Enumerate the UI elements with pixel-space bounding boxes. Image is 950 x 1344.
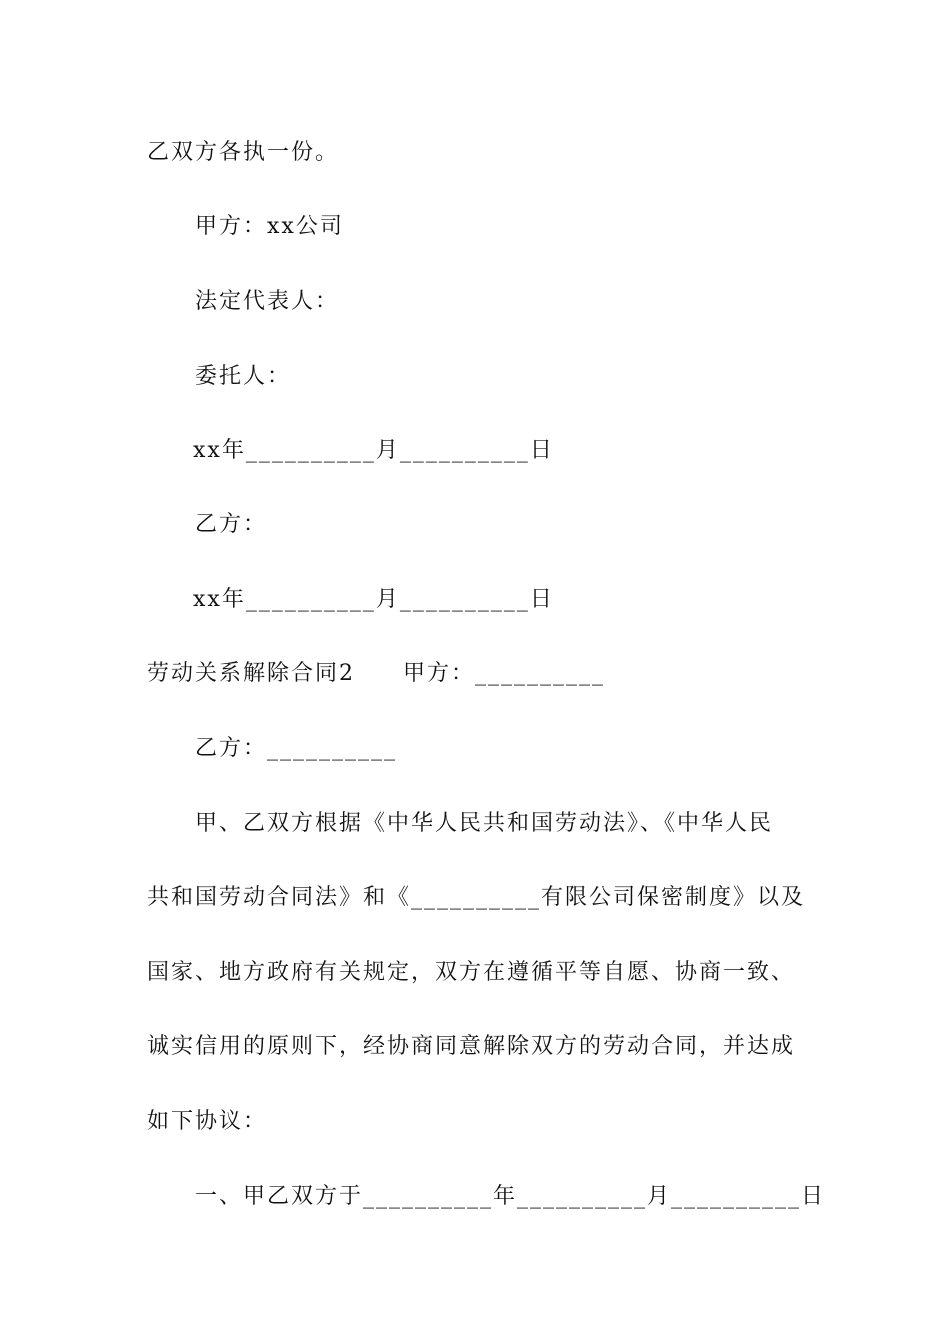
body-paragraph-line-5: 如下协议：: [147, 1109, 268, 1134]
clause-one-line: 一、甲乙双方于__________年__________月__________日: [195, 1184, 826, 1209]
paragraph-copies-note: 乙双方各执一份。: [147, 140, 340, 165]
body-paragraph-line-2: 共和国劳动合同法》和《__________有限公司保密制度》以及: [147, 885, 806, 910]
party-b-date-line: xx年__________月__________日: [193, 587, 554, 612]
legal-representative-label: 法定代表人：: [195, 289, 340, 314]
party-a-company: 甲方：xx公司: [195, 214, 344, 239]
party-b-label: 乙方：: [195, 512, 268, 537]
party-a-date-line: xx年__________月__________日: [193, 438, 554, 463]
body-paragraph-line-4: 诚实信用的原则下，经协商同意解除双方的劳动合同，并达成: [147, 1034, 796, 1059]
contract-2-party-b: 乙方：__________: [195, 736, 398, 761]
body-paragraph-line-1: 甲、乙双方根据《中华人民共和国劳动法》、《中华人民: [195, 811, 774, 836]
body-paragraph-line-3: 国家、地方政府有关规定，双方在遵循平等自愿、协商一致、: [147, 960, 796, 985]
contract-2-heading: 劳动关系解除合同2 甲方：__________: [147, 661, 605, 686]
entrusted-person-label: 委托人：: [195, 364, 292, 389]
